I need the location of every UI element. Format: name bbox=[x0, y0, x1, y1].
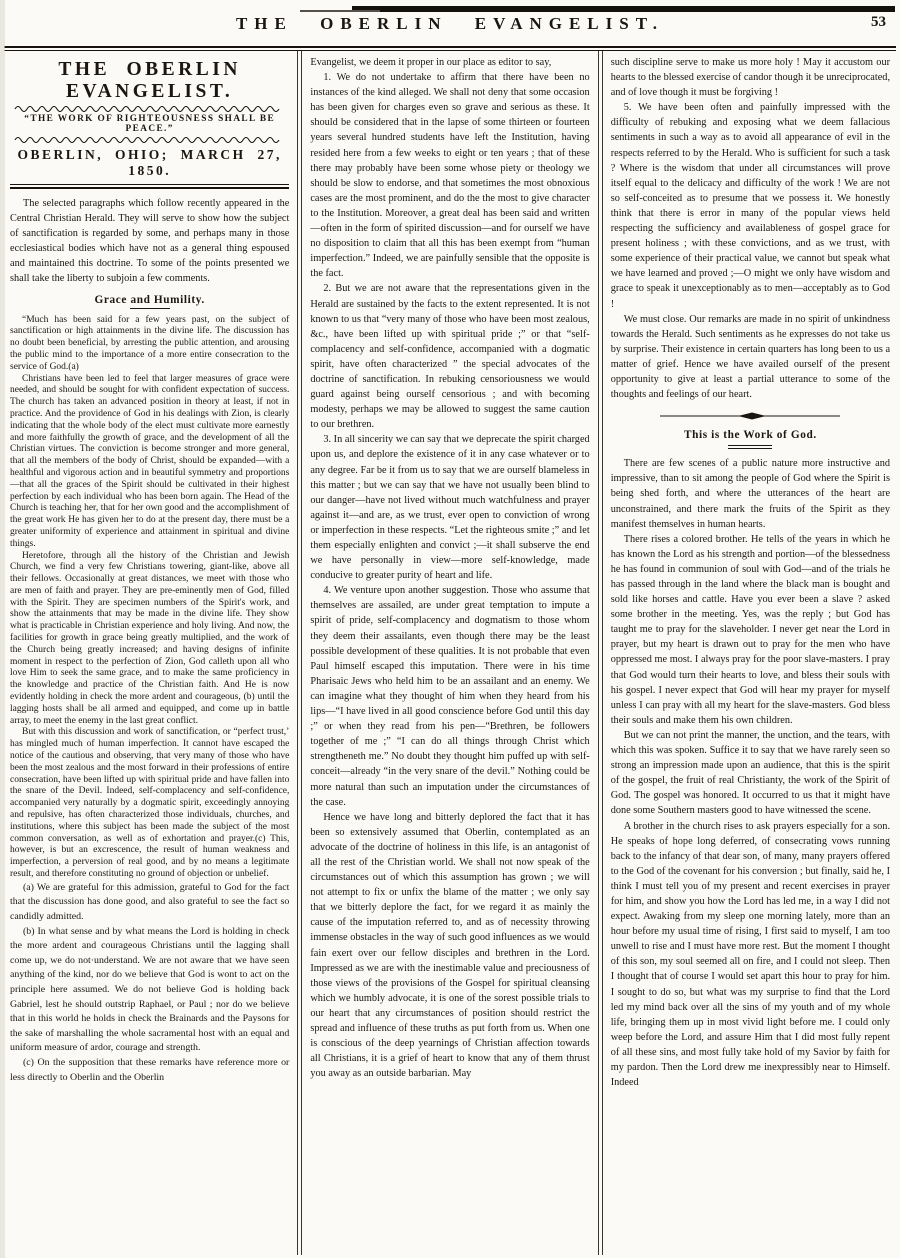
masthead-title: THE OBERLIN EVANGELIST. bbox=[58, 59, 241, 102]
wavy-rule bbox=[14, 104, 286, 112]
paragraph: such discipline serve to make us more holy ! May it accustom our hearts to the blessed exercise of candor though it be unreciprocated, and of love though it must be forgiving ! bbox=[610, 57, 891, 99]
paragraph: There rises a colored brother. He tells of the years in which he has known the Lord as his strength and portion—of the blessedness he has found in communion of soul with God—and of the trials he has passed through in the land where the black man is bought and sold like horses and cattle. Have you ever been a slave ? asked some brother in the meeting. Yes, was the reply ; but God has taught me to pray for the slaveholder. I never get near the Lord in prayer, but my heart is drawn out to pray for the men who have oppressed me most. I always pray for the poor slave-masters. I pray that God would turn their hearts to love, and bless their souls with his gospel. I never expect that God will hear my prayer for myself unless I can pray with all my heart for the slave-masters. God bless their souls and make them his own children. bbox=[610, 533, 891, 726]
paragraph: Hence we have long and bitterly deplored the fact that it has been so extensively assumed that Oberlin, contemplated as an advocate of the doctrine of holiness in this life, is an antagonist of all the rest of the Christian world. We shall not now speak of the circumstances out of which this assumption has grown ; we will not attempt to fix or unfix the blame of the matter ; we only say that we bitterly deplore the fact, for we regard it as mainly the cause of the imputation referred to, and as of necessity throwing immense obstacles in the way of such good influences as we would fain exert over our fellow disciples and brethren in the Lord. Impressed as we are with the inestimable value and preciousness of those views of the provisions of the Gospel for spiritual cleansing which we humbly advocate, it is one of the sorest possible trials to our heart that any circumstances of position should restrict the spread and influence of these truths as put forth from us. When one is conscious of the deep yearnings of Christian affection towards all Christians, it is a grief of heart to know that any of them thrust you away as an outside barbarian. May bbox=[310, 811, 590, 1080]
paragraph: There are few scenes of a public nature more instructive and impressive, than to sit among the people of God where the Spirit is being shed forth, and where the utterances of the heart are unconstrained, and there mark the fruits of the Spirit as they manifest themselves in human hearts. bbox=[610, 458, 891, 530]
wavy-rule bbox=[14, 135, 286, 143]
footnote-b: (b) In what sense and by what means the Lord is holding in check the more ardent and courageous Christians until the lagging shall come up, we do not·understand. We are not aware that we have seen anything of the kind, nor do we believe that God is wont to act on the principle here assumed. We do not believe God is holding back Gabriel, lest he should outstrip Raphael, or Paul ; nor do we believe that in this world he holds in check the Brainards and the Paysons for the sake of marshalling the whole sacramental host with an equal and uniform measure of ardor, courage and strength. bbox=[10, 925, 290, 1054]
paragraph: 3. In all sincerity we can say that we deprecate the spirit charged upon us, and deplore the existence of it in any case whatever or to any degree. Far be it from us to say that we are ourself blameless in this matter ; but we can say that we have not usually been blind to our danger—have not lived without much watchfulness and prayer against it—and are, as we trust, ever open to conviction of wrong or imperfection in these respects. “Let the righteous smite ;” and let them especially enlighten and convict ;—it shall subserve the end we have personally in view—more self-knowledge, made conducive to greater purity of heart and life. bbox=[310, 434, 590, 582]
quoted-herald-text bbox=[10, 315, 289, 881]
footnote-a: (a) We are grateful for this admission, grateful to God for the fact that the discussion has done good, and also grateful to see the fact so candidly admitted. bbox=[10, 881, 290, 922]
page-number: 53 bbox=[871, 14, 886, 30]
masthead-double-rule bbox=[10, 184, 289, 189]
column-divider bbox=[598, 51, 603, 1255]
column-area bbox=[0, 51, 900, 1255]
divider-ornament bbox=[660, 411, 840, 421]
paragraph: But we can not print the manner, the unction, and the tears, with which this was spoken. Suffice it to say that we have rarely seen so strong an impression made upon an audience, that this is the spirit of the gospel, the fruit of real Christianty, the work of the Spirit of God. The gospel was honored. It occurred to us that it might have done some Southern masters good to have witnessed the scene. bbox=[610, 729, 891, 817]
masthead-dateline: OBERLIN, OHIO; MARCH 27, 1850. bbox=[17, 147, 282, 178]
paragraph: 2. But we are not aware that the representations given in the Herald are sustained by the facts to the extent represented. It is not known to us that “very many of those who have been most zealous, &c., have been lifted up with spiritual pride ;” or that “self-complacency and self-confidence, accompanied with a dogmatic spirit, have often characterized ” the special advocates of the doctrine of sanctification. In rebuking censoriousness we would guard against being ourself censorious ; and with becoming modesty, perhaps we may be allowed to suggest the same caution to our brethren. bbox=[310, 283, 590, 431]
masthead-motto: “THE WORK OF RIGHTEOUSNESS SHALL BE PEACE.” bbox=[24, 114, 276, 134]
paragraph: 1. We do not undertake to affirm that there have been no instances of the kind alleged. We shall not deny that some occasion has been given for charges even so grave and serious as these. It should be considered that in the lapse of some thirteen or fourteen years several hundred students have left the Institution, having resided here from a few weeks to eight or ten years ; that of these there may probably have been some whose piety or theology we should be slow to endorse, and that sometimes the most obnoxious cases are the most prominent, and do the the most to give character to the Institution. Moreover, a great deal has been said and written—often in the form of spirited discussion—and for ourself we have no disposition to claim that all this has been exempt from “human imperfection.” Indeed, we are painfully sensible that the opposite is the fact. bbox=[310, 72, 590, 280]
heading-rule bbox=[130, 308, 170, 309]
paragraph: 4. We venture upon another suggestion. Those who assume that themselves are assailed, are under great temptation to impute a spirit of pride, self-complacency and dogmatism to those whom they deem their assailants, even though there may be the least possible development of these qualities. It is not probable that even Paul himself escaped this imputation. There were in his time Pharisaic Jews who held him to be an assailant and an enemy. We can imagine what they thought of him when they heard from his lips—“I have lived in all good conscience before God until this day ;” or when they read from his pen—“Brethren, be followers together of me ;” “I can do all things through Christ which strengtheneth me.” No doubt they thought him puffed up with self-conceit—already “in the very snare of the devil.” Nothing could be more natural than such an imputation under the circumstances of the case. bbox=[310, 585, 590, 808]
heading-rule bbox=[728, 445, 772, 449]
footnote-c: (c) On the supposition that these remarks have reference more or less directly to Oberlin and the Oberlin bbox=[10, 1056, 290, 1083]
paragraph: 5. We have been often and painfully impressed with the difficulty of rebuking and exposing what we deem fallacious sentiments in such a way as to avoid all appearance of evil in the respects referred to by the Herald. Who is sufficient for such a task ? Where is the wisdom that under all circumstances will prove itself equal to the delicacy and difficulty of the work ! We are not so self-conceited as to presume that we possess it. We honestly think that there is error in many of the popular views held respecting the sufficiency and availableness of gospel grace for present holiness ; with these convictions, and as we trust, with some experience of their practical value, we cannot but speak what we have learned and proved ;—O might we only have wisdom and grace to speak it unexceptionably as to men—acceptably as to God ! bbox=[610, 102, 891, 310]
page-header bbox=[0, 0, 900, 46]
column-middle bbox=[305, 51, 594, 1255]
editor-footnotes bbox=[10, 881, 289, 1085]
paragraph: Heretofore, through all the history of the Christian and Jewish Church, we find a very few Christians towering, giant-like, above all their fellows. Occasionally at great distances, we meet with those who are men of faith and prayer. They are pre-eminently men of God, filled with the Spirit. They are specimen numbers of the Spirit's work, and show the attainments that may be made in the divine life. They show what is practicable in Christian experience and holy living. And now, the facilities for growth in grace being greatly multiplied, and the work of the Church being greatly increased; and having designs of infinite moment in respect to the perfection of Zion, God calleth upon all who love Him to seek the same grace, and to make the same proficiency in the knowledge and practice of the Christian faith. And He is now evidently holding in check the more ardent and courageous, (b) until the lagging hosts shall be all armed and equipped, and come up in battle array, to meet the enemy in the last great conflict. bbox=[10, 550, 290, 726]
paragraph: The selected paragraphs which follow recently appeared in the Central Christian Herald. They will serve to show how the subject of sanctification is regarded by some, and perhaps many in those ecclesiastical bodies which have not as a general thing espoused and maintained this doctrine. To some of the points presented we shall take the liberty to subjoin a few comments. bbox=[10, 198, 290, 285]
paragraph: We must close. Our remarks are made in no spirit of unkindness towards the Herald. Such sentiments as he expresses do not take us by surprise. Their existence in certain quarters has long been to us a matter of grief. Hence we have availed ourself of the present opportunity to give at least a partial utterance to some of the thoughts and feelings of our heart. bbox=[610, 313, 891, 401]
running-head-title: THE OBERLIN EVANGELIST. bbox=[235, 14, 665, 33]
scan-edge-artifact bbox=[0, 0, 5, 1258]
paragraph: A brother in the church rises to ask prayers especially for a son. He speaks of hope long deferred, of consecrating vows running back to the infancy of that dear son, of many, many prayers offered to the God of the covenant for his conversion ; but finally, said he, I think I must tell you of my present and recent exercises in prayer for him, and show you how the Lord has led me, in a way I did not expect. Awaking from my sleep one morning lately, more than an hour before my usual time of rising, I first said to myself, I am too unwell to rise and I must have more rest. But the moment I thought of this son, my soul seemed all on fire, and I could not sleep. Then I thought that of course I would set apart this hour to pray for him. I sought to do so, but what was my surprise to find that the Lord led my mind back over all the sins of my youth and of my whole life, bringing them up in most vivid light before me. I could only weep before the Lord, and assure Him that I did most fully repent of all these sins, and most fully take hold of my Savior by faith for my pardon. Then the Lord drew me inexpressibly near to Himself. Indeed bbox=[610, 820, 891, 1089]
paragraph: Evangelist, we deem it proper in our place as editor to say, bbox=[310, 57, 552, 68]
column-left bbox=[5, 51, 294, 1255]
article-heading-this-is-the-work-of-god: This is the Work of God. bbox=[683, 429, 817, 442]
column-divider bbox=[297, 51, 302, 1255]
paragraph: “Much has been said for a few years past, on the subject of sanctification or high attainments in the divine life. The discussion has no doubt been beneficial, by arresting the public attention, and arousing the public mind to the importance of a more entire consecration to the service of God.(a) bbox=[10, 314, 290, 372]
paragraph: Christians have been led to feel that larger measures of grace were needed, and should be sought for with confident expectation of success. The church has taken an advanced position in theory at least, if not in practice. And the providence of God in his dealings with Zion, is clearly indicating that the whole body of the elect must cultivate more earnestly and more faithfully the growth of grace, and the development of all the Christian virtues. The conviction is become stronger and more general, that all the members of the body of Christ, should be expanded—with a healthful and vigorous action and in beautiful symmetry and proportions—that all the graces of the Spirit should be cultivated in their highest perfection by each individual who has been born again. The Head of the Church is teaching her, that for her own good and the accomplishment of the great work He has given her to do at the present day, there must be a greater uniformity of experience and attainment in spiritual and divine things. bbox=[10, 373, 290, 549]
section-divider bbox=[611, 411, 890, 421]
column-right bbox=[606, 51, 895, 1255]
masthead bbox=[10, 59, 289, 179]
article-heading-grace-and-humility: Grace and Humility. bbox=[94, 293, 205, 306]
paragraph: But with this discussion and work of sanctification, or “perfect trust,’ has mingled much of human imperfection. It cannot have escaped the notice of the cautious and observing, that very many of those who have been the most zealous and the most forward in their professions of entire consecration, have been lifted up with spiritual pride and have fallen into the snare of the Devil. Indeed, self-complacency and self-confidence, accompanied very naturally by a dogmatic spirit, exceedingly annoying and repulsive, has often characterized those individuals, churches, and institutions, where this subject has been made the subject of the most common conversation, as well as of exhortation and prayer.(c) This, however, is but an excrescence, the result of human weakness and imperfection, a perversion of real good, and by no means a legitimate result, and therefore constituting no ground of objection or unbelief. bbox=[10, 727, 290, 880]
editor-introduction bbox=[10, 196, 289, 287]
